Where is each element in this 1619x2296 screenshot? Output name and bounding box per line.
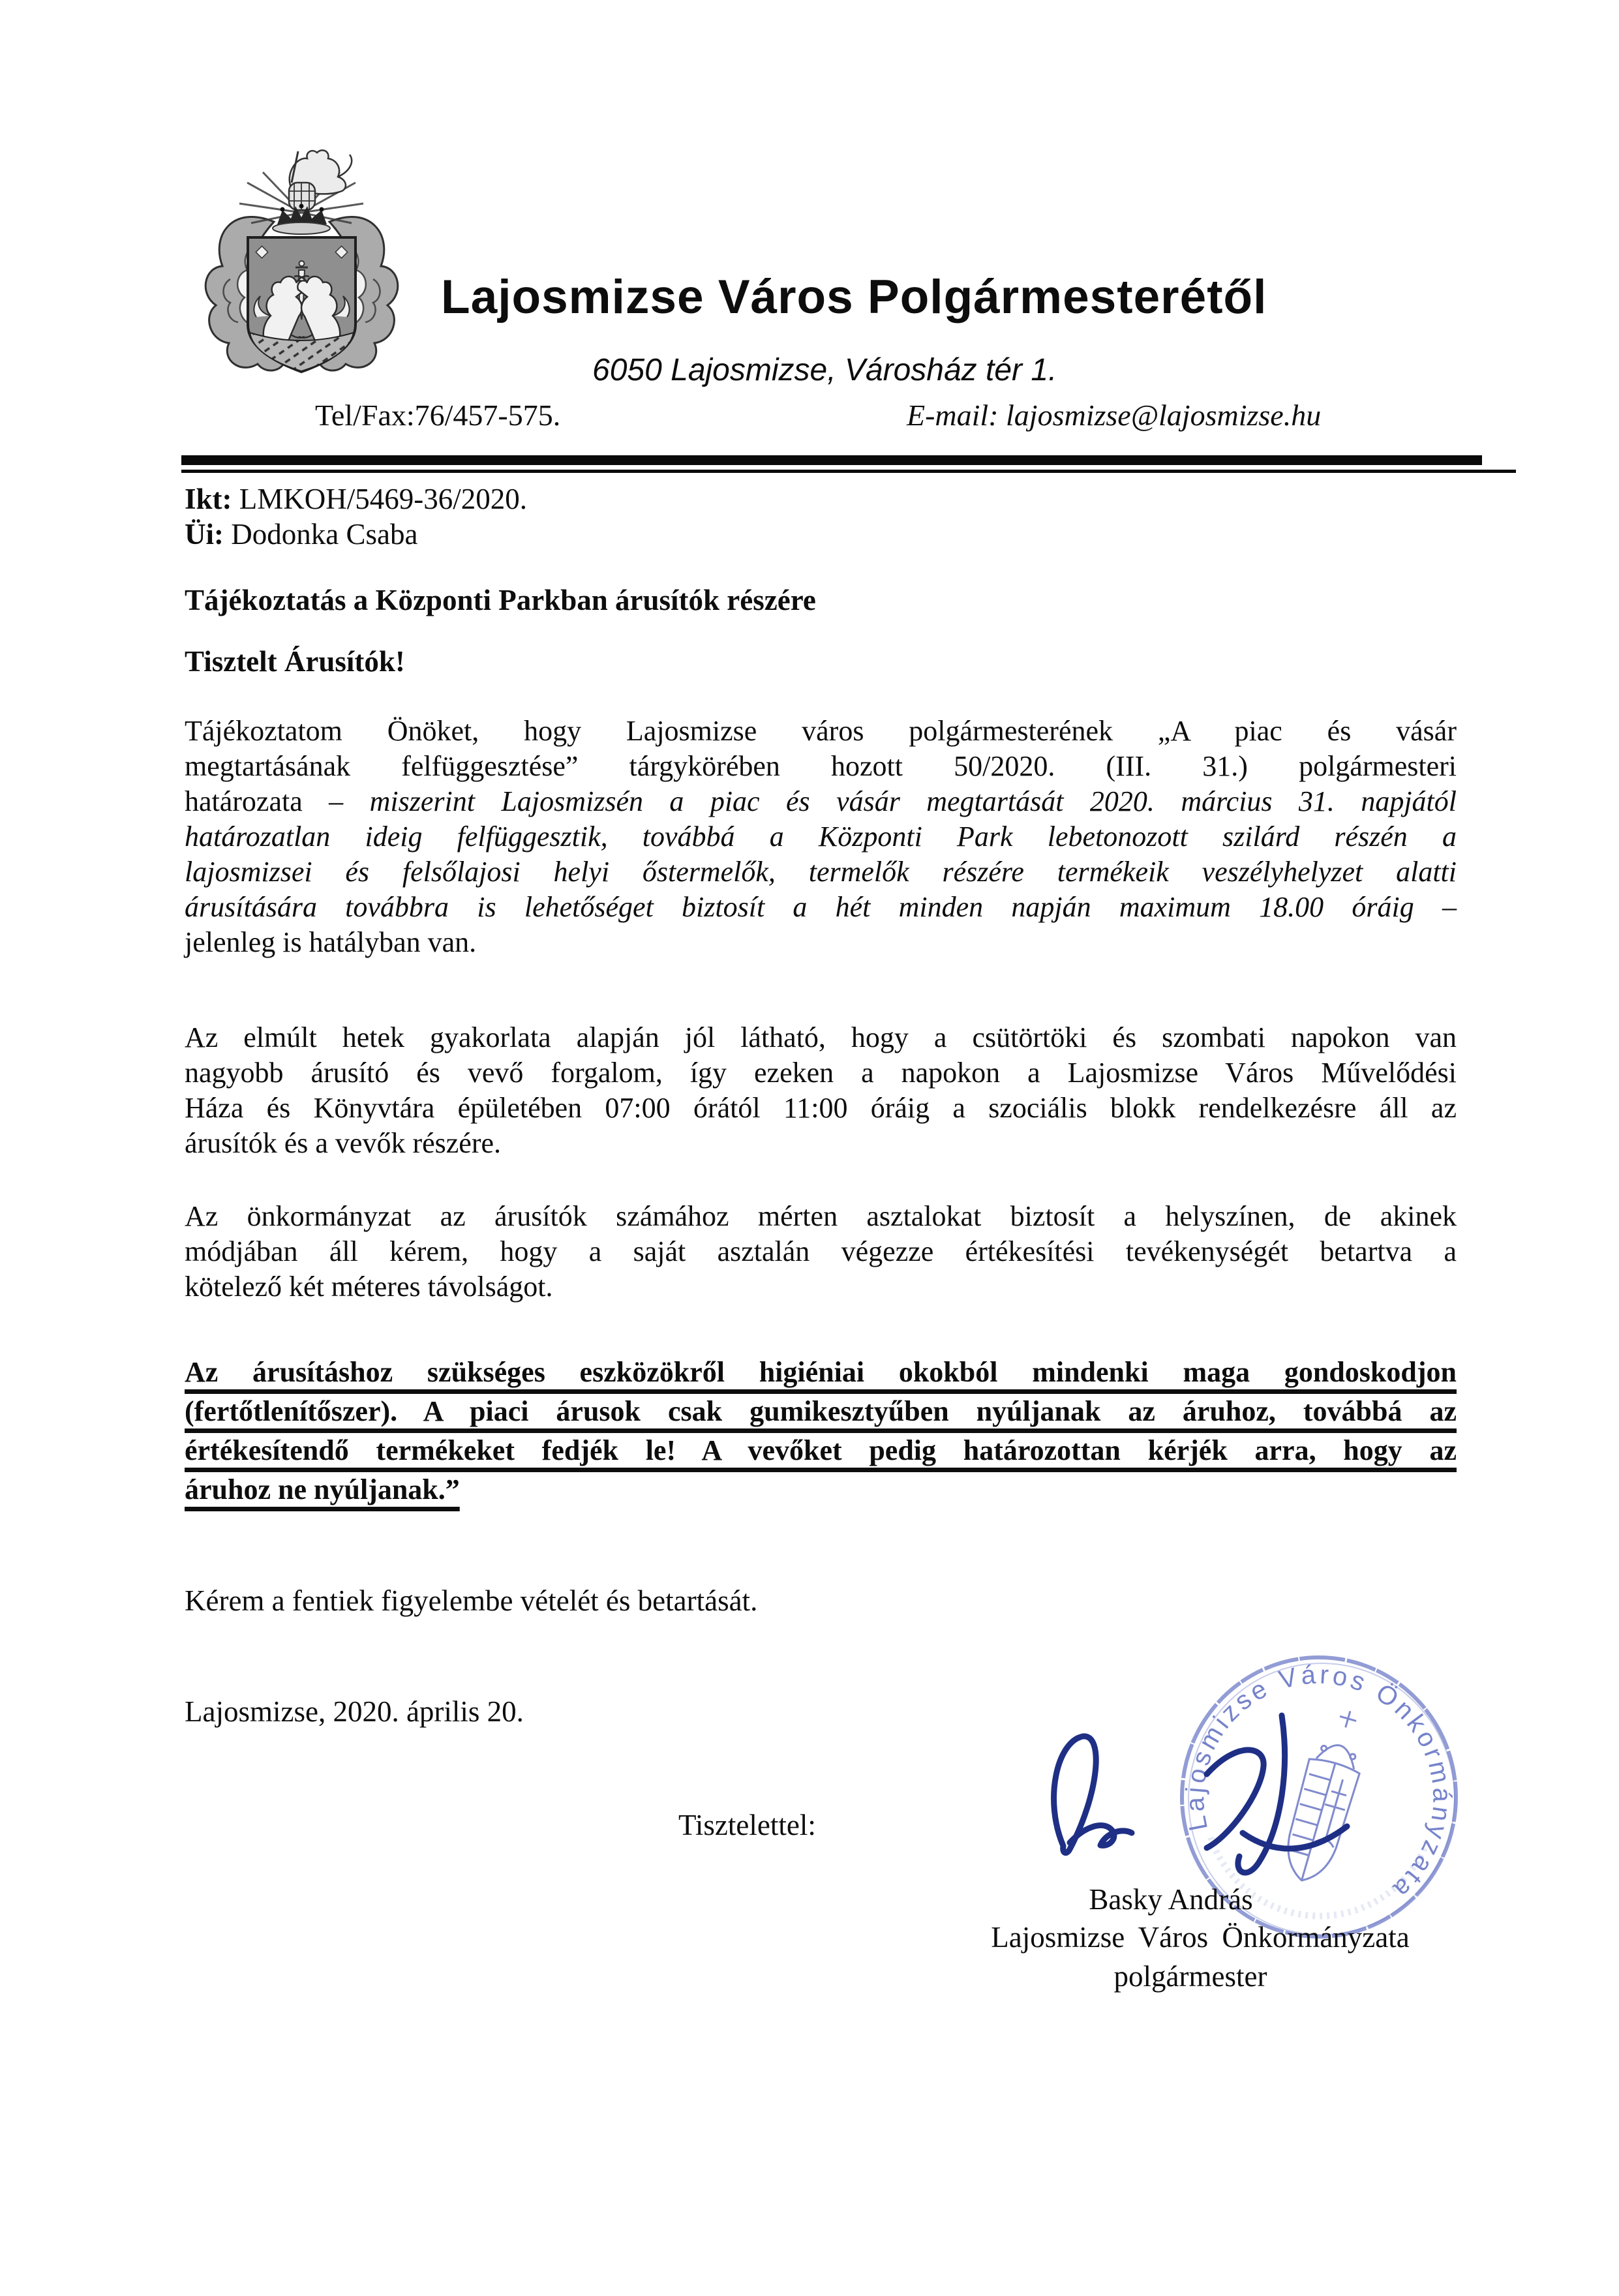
subject-line: Tájékoztatás a Központi Parkban árusítók részére <box>185 584 816 616</box>
text-run: kötelező két méteres távolságot. <box>185 1271 553 1303</box>
body-paragraph-4-emphasized <box>185 1353 1457 1509</box>
text-line <box>185 890 1457 925</box>
text-run: Az önkormányzat az árusítók számához mérten asztalokat biztosít a helyszínen, de akinek <box>185 1200 1457 1232</box>
text-line <box>185 854 1457 890</box>
text-line <box>185 1126 1457 1161</box>
text-run: Dodonka Csaba <box>224 518 418 551</box>
case-officer-line <box>185 517 417 552</box>
email-line: E-mail: lajosmizse@lajosmizse.hu <box>907 399 1322 432</box>
signer-organization: Lajosmizse Város Önkormányzata <box>991 1921 1410 1954</box>
text-run: lajosmizsei és felsőlajosi helyi őstermelők, termelők részére termékeik veszélyhelyzet alatti <box>185 856 1457 888</box>
crest-shield <box>248 237 356 372</box>
dateline: Lajosmizse, 2020. április 20. <box>185 1695 524 1728</box>
body-paragraph-3 <box>185 1199 1457 1305</box>
reference-number-line <box>185 481 527 517</box>
text-line <box>185 1470 1457 1509</box>
signature-ink <box>1008 1696 1373 1905</box>
text-line <box>185 925 1457 960</box>
text-run: értékesítendő termékeket fedjék le! A vevőket pedig határozottan kérjék arra, hogy az <box>185 1434 1457 1466</box>
office-title: Lajosmizse Város Polgármesterétől <box>441 271 1267 324</box>
salutation-line: Tisztelt Árusítók! <box>185 645 405 678</box>
text-line <box>185 1392 1457 1431</box>
telfax-line: Tel/Fax:76/457-575. <box>315 399 561 432</box>
text-line <box>185 1199 1457 1234</box>
text-run: Az árusításhoz szükséges eszközökről higiéniai okokból mindenki maga gondoskodjon <box>185 1356 1457 1388</box>
text-line <box>185 1431 1457 1470</box>
text-line <box>185 1020 1457 1055</box>
stamp-ring-text: Lajosmizse Város Önkormányzata <box>1181 1660 1457 1906</box>
text-line <box>185 1055 1457 1091</box>
text-line <box>185 1269 1457 1305</box>
text-run: Az elmúlt hetek gyakorlata alapján jól látható, hogy a csütörtöki és szombati napokon van <box>185 1021 1457 1053</box>
valediction: Tisztelettel: <box>678 1809 816 1841</box>
text-run: (fertőtlenítőszer). A piaci árusok csak gumikesztyűben nyúljanak az áruhoz, továbbá az <box>185 1395 1457 1427</box>
signer-title: polgármester <box>1113 1960 1267 1993</box>
text-run: miszerint Lajosmizsén a piac és vásár megtartását 2020. március 31. napjától <box>369 785 1457 817</box>
signer-name: Basky András <box>1089 1883 1253 1916</box>
text-line <box>185 714 1457 749</box>
office-address: 6050 Lajosmizse, Városház tér 1. <box>592 353 1057 387</box>
text-run: határozata – <box>185 785 370 817</box>
text-run: Tájékoztatom Önöket, hogy Lajosmizse város polgármesterének „A piac és vásár <box>185 715 1457 747</box>
lajosmizse-coat-of-arms-image <box>192 145 411 396</box>
text-line <box>185 749 1457 784</box>
text-line <box>185 784 1457 819</box>
header-rule-thin <box>181 470 1516 473</box>
crest-crown <box>273 204 330 235</box>
header-rule-thick <box>181 455 1482 465</box>
text-run: árusítására továbbra is lehetőséget biztosít a hét minden napján maximum 18.00 óráig – <box>185 891 1457 923</box>
text-line <box>185 1353 1457 1392</box>
text-line <box>185 1091 1457 1126</box>
text-run: áruhoz ne nyúljanak.” <box>185 1473 460 1505</box>
text-run: Ikt: <box>185 483 232 515</box>
body-paragraph-2 <box>185 1020 1457 1161</box>
text-line <box>185 819 1457 854</box>
text-run: árusítók és a vevők részére. <box>185 1127 502 1159</box>
text-run: megtartásának felfüggesztése” tárgykörében hozott 50/2020. (III. 31.) polgármesteri <box>185 750 1457 782</box>
text-run: Háza és Könyvtára épületében 07:00 órától 11:00 óráig a szociális blokk rendelkezésre áll az <box>185 1092 1457 1124</box>
body-paragraph-1 <box>185 714 1457 960</box>
text-run: LMKOH/5469-36/2020. <box>232 483 527 515</box>
closing-request-line: Kérem a fentiek figyelembe vételét és betartását. <box>185 1584 758 1617</box>
text-run: határozatlan ideig felfüggesztik, továbbá a Központi Park lebetonozott szilárd részén a <box>185 821 1457 853</box>
text-run: módjában áll kérem, hogy a saját asztalán végezze értékesítési tevékenységét betartva a <box>185 1235 1457 1267</box>
text-run: Üi: <box>185 518 224 551</box>
text-line <box>185 1234 1457 1269</box>
text-run: jelenleg is hatályban van. <box>185 926 477 958</box>
text-run: nagyobb árusító és vevő forgalom, így ezeken a napokon a Lajosmizse Város Művelődési <box>185 1057 1457 1089</box>
